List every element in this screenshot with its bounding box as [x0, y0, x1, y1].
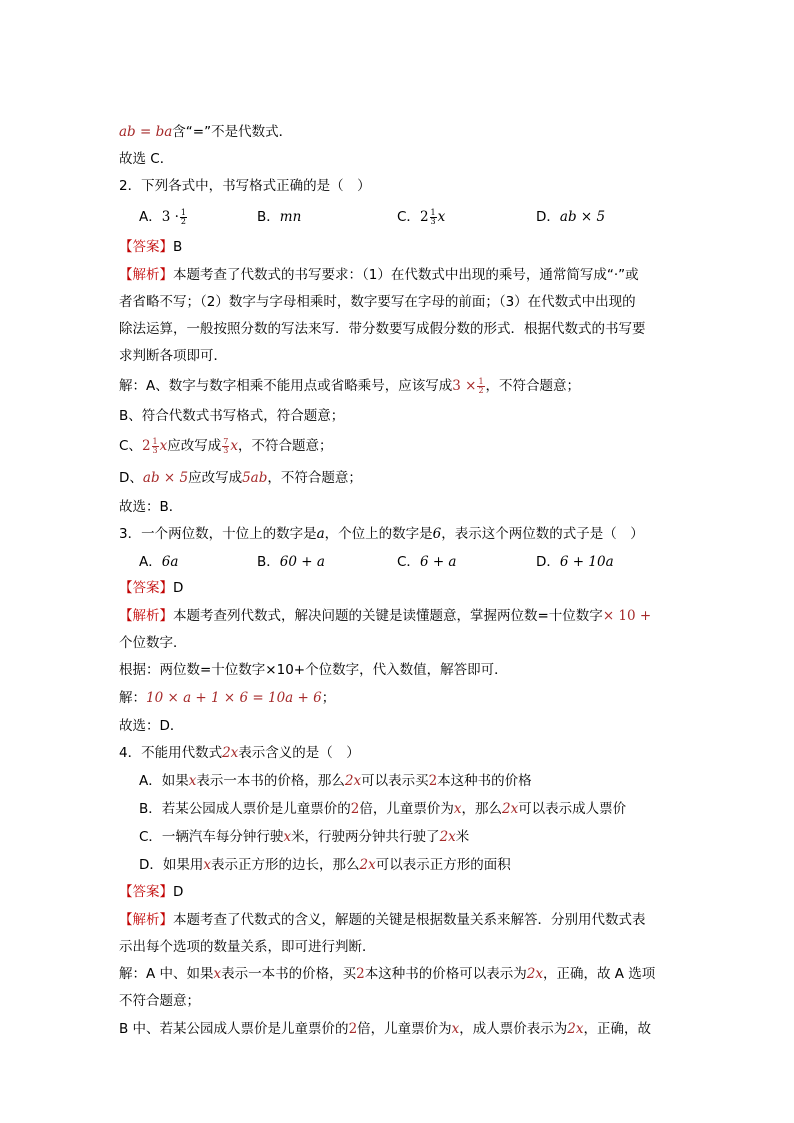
- option-c: C．2 $\frac{1}{3}$ x: [397, 207, 446, 226]
- question-4-solution-a-cont: 不符合题意；: [119, 993, 200, 1009]
- question-2-solution-b: B、符合代数式书写格式，符合题意；: [119, 408, 345, 424]
- question-2-answer: 【答案】B: [119, 239, 183, 255]
- question-2-solution-a: 解：A、数字与数字相乘不能用点或省略乘号，应该写成3 × $\frac{1}{2}$ ，不符合题意；: [119, 376, 581, 395]
- option-b: B．mn: [257, 209, 302, 225]
- question-4-option-d: D．如果用x表示正方形的边长，那么2x可以表示正方形的面积: [139, 857, 511, 873]
- question-2-options: [119, 207, 679, 229]
- question-4-analysis-1: 【解析】本题考查了代数式的含义，解题的关键是根据数量关系来解答．分别用代数式表: [119, 912, 646, 928]
- question-4-option-b: B．若某公园成人票价是儿童票价的2倍，儿童票价为x，那么2x可以表示成人票价: [139, 801, 627, 817]
- question-3-solution: 解：10 × a + 1 × 6 = 10a + 6；: [119, 690, 336, 706]
- question-2-conclusion: 故选：B．: [119, 499, 183, 515]
- analysis-tag: 【解析】: [119, 912, 173, 928]
- question-3-stem: 3．一个两位数，十位上的数字是a，个位上的数字是6，表示这个两位数的式子是（ ）: [119, 526, 644, 542]
- question-3-analysis-2: 个位数字．: [119, 635, 187, 651]
- option-d: D．6 + 10a: [536, 554, 614, 570]
- option-b: B．60 + a: [257, 554, 325, 570]
- question-4-option-c: C．一辆汽车每分钟行驶x米，行驶两分钟共行驶了2x米: [139, 829, 470, 845]
- question-2-analysis-3: 除法运算，一般按照分数的写法来写．带分数要写成假分数的形式．根据代数式的书写要: [119, 321, 646, 337]
- answer-tag: 【答案】: [119, 884, 173, 900]
- option-a: A．3 · $\frac{1}{2}$: [139, 207, 187, 226]
- question-3-conclusion: 故选：D．: [119, 718, 184, 734]
- question-3-options: [119, 552, 679, 574]
- intro-conclusion: 故选 C．: [119, 151, 174, 167]
- option-a: A．6a: [139, 554, 179, 570]
- question-4-solution-b: B 中、若某公园成人票价是儿童票价的2倍，儿童票价为x，成人票价表示为2x，正确，故: [119, 1021, 651, 1037]
- question-3-basis: 根据：两位数=十位数字×10+个位数字，代入数值，解答即可．: [119, 662, 508, 678]
- question-2-stem: 2．下列各式中，书写格式正确的是（ ）: [119, 178, 371, 194]
- option-d: D．ab × 5: [536, 209, 606, 225]
- question-4-solution-a: 解：A 中、如果x表示一本书的价格，买2本这种书的价格可以表示为2x，正确，故 A 选项: [119, 966, 656, 982]
- analysis-tag: 【解析】: [119, 267, 173, 283]
- question-4-answer: 【答案】D: [119, 884, 184, 900]
- answer-tag: 【答案】: [119, 580, 173, 596]
- question-2-solution-c: C、2 $\frac{1}{3}$ x应改写成 $\frac{7}{3}$ x，不符合题意；: [119, 436, 333, 455]
- question-4-option-a: A．如果x表示一本书的价格，那么2x可以表示买2本这种书的价格: [139, 773, 532, 789]
- answer-tag: 【答案】: [119, 239, 173, 255]
- question-2-analysis-4: 求判断各项即可．: [119, 348, 227, 364]
- question-2-solution-d: D、ab × 5应改写成5ab，不符合题意；: [119, 470, 362, 486]
- option-c: C．6 + a: [397, 554, 457, 570]
- math-expression: ab = ba: [119, 124, 173, 140]
- question-2-analysis-2: 者省略不写；（2）数字与字母相乘时，数字要写在字母的前面；（3）在代数式中出现的: [119, 294, 636, 310]
- intro-line: ab = ba含“=”不是代数式．: [119, 124, 293, 140]
- question-3-analysis-1: 【解析】本题考查列代数式，解决问题的关键是读懂题意，掌握两位数=十位数字× 10 +: [119, 608, 652, 624]
- question-2-analysis-1: 【解析】本题考查了代数式的书写要求：（1）在代数式中出现的乘号，通常简写成“·”或: [119, 267, 639, 283]
- question-4-analysis-2: 示出每个选项的数量关系，即可进行判断．: [119, 939, 376, 955]
- question-3-answer: 【答案】D: [119, 580, 184, 596]
- analysis-tag: 【解析】: [119, 608, 173, 624]
- question-4-stem: 4．不能用代数式2x表示含义的是（ ）: [119, 745, 360, 761]
